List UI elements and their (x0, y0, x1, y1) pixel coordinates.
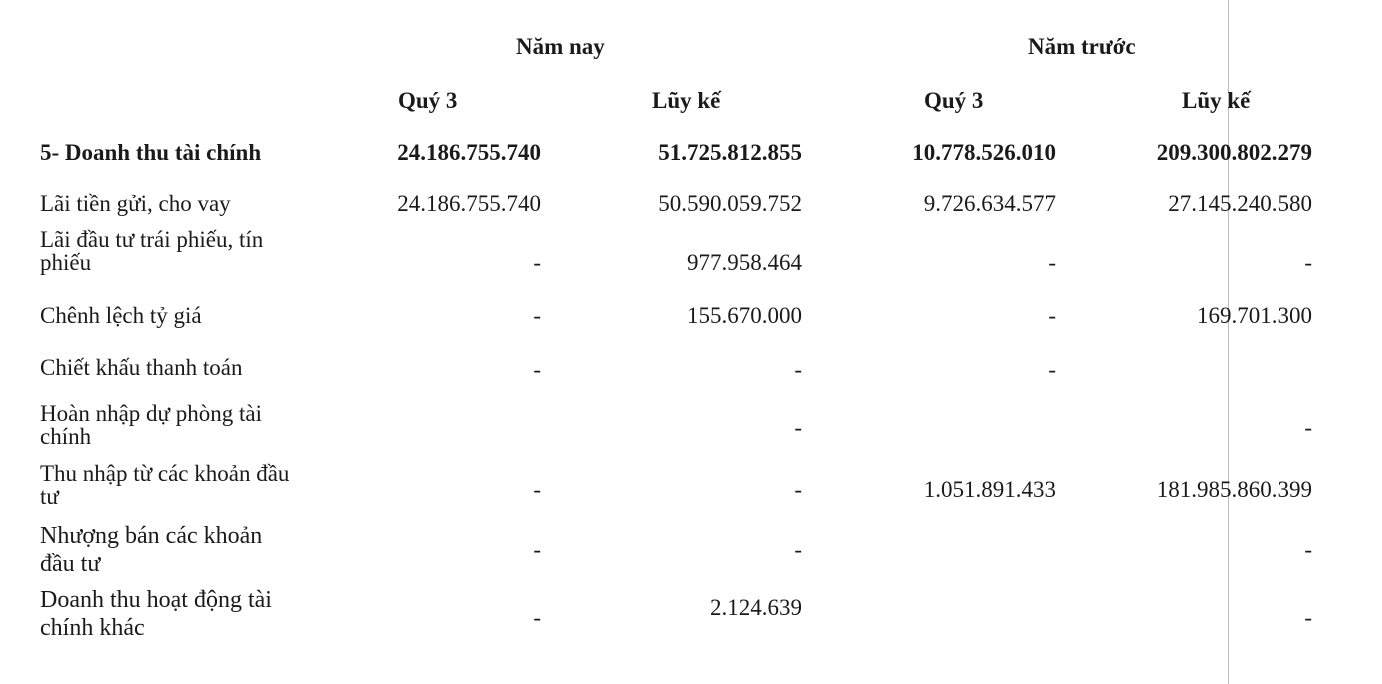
row-label: Doanh thu hoạt động tài chính khác (40, 587, 272, 641)
row-label: Lãi tiền gửi, cho vay (40, 191, 231, 216)
column-header-previous-quarter: Quý 3 (924, 88, 984, 113)
value-current-quarter: 24.186.755.740 (397, 191, 541, 216)
value-current-quarter: - (533, 250, 541, 275)
value-current-cumulative: 2.124.639 (710, 595, 802, 620)
value-previous-quarter: - (1048, 357, 1056, 382)
value-current-quarter: 24.186.755.740 (397, 140, 541, 165)
value-current-cumulative: 155.670.000 (687, 303, 802, 328)
row-label: Chiết khấu thanh toán (40, 355, 243, 380)
value-current-quarter: - (533, 537, 541, 562)
row-label: Nhượng bán các khoản đầu tư (40, 523, 263, 577)
value-previous-cumulative: - (1304, 605, 1312, 630)
value-previous-quarter: - (1048, 303, 1056, 328)
value-current-cumulative: 50.590.059.752 (658, 191, 802, 216)
value-current-quarter: - (533, 357, 541, 382)
value-previous-quarter: 10.778.526.010 (912, 140, 1056, 165)
row-label: Chênh lệch tỷ giá (40, 303, 202, 328)
value-current-cumulative: - (794, 537, 802, 562)
value-current-cumulative: - (794, 415, 802, 440)
row-label: Lãi đầu tư trái phiếu, tín phiếu (40, 227, 264, 275)
current-year-heading: Năm nay (516, 34, 605, 59)
column-header-previous-cumulative: Lũy kế (1182, 88, 1251, 113)
value-current-quarter: - (533, 605, 541, 630)
row-label: Thu nhập từ các khoản đầu tư (40, 461, 290, 509)
value-previous-cumulative: 169.701.300 (1197, 303, 1312, 328)
value-current-quarter: - (533, 303, 541, 328)
value-current-cumulative: 51.725.812.855 (658, 140, 802, 165)
column-header-current-quarter: Quý 3 (398, 88, 458, 113)
value-previous-cumulative: - (1304, 415, 1312, 440)
row-label: 5- Doanh thu tài chính (40, 140, 262, 165)
row-label: Hoàn nhập dự phòng tài chính (40, 401, 262, 449)
value-previous-quarter: 1.051.891.433 (923, 477, 1056, 502)
value-current-quarter: - (533, 477, 541, 502)
value-previous-quarter: - (1048, 250, 1056, 275)
value-previous-cumulative: 27.145.240.580 (1168, 191, 1312, 216)
value-current-cumulative: 977.958.464 (687, 250, 802, 275)
value-previous-quarter: 9.726.634.577 (923, 191, 1056, 216)
value-current-cumulative: - (794, 477, 802, 502)
value-previous-cumulative: 181.985.860.399 (1156, 477, 1312, 502)
previous-year-heading: Năm trước (1028, 34, 1136, 59)
value-previous-cumulative: - (1304, 250, 1312, 275)
column-header-current-cumulative: Lũy kế (652, 88, 721, 113)
value-current-cumulative: - (794, 357, 802, 382)
value-previous-cumulative: 209.300.802.279 (1156, 140, 1312, 165)
value-previous-cumulative: - (1304, 537, 1312, 562)
